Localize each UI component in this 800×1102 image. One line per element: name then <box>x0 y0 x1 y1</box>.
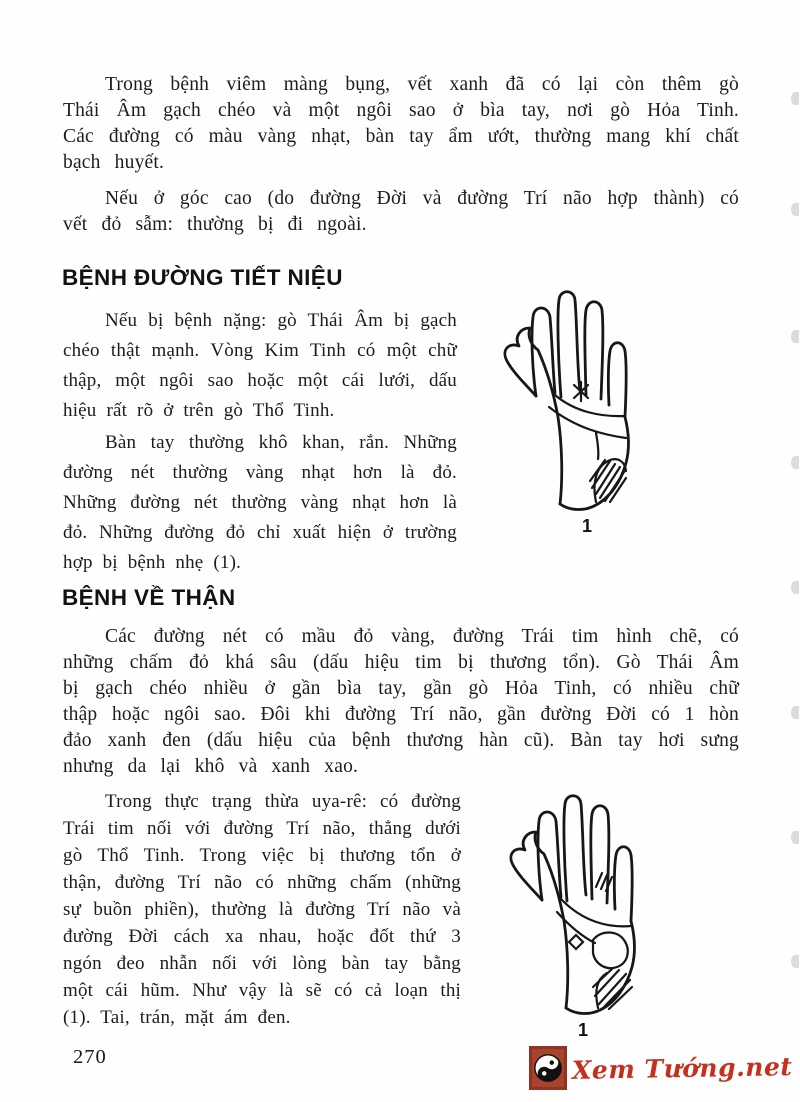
section-heading-urinary: BỆNH ĐƯỜNG TIẾT NIỆU <box>62 265 343 290</box>
page-number: 270 <box>73 1046 107 1068</box>
scan-artifact <box>791 330 799 343</box>
figure-palm-kidney <box>498 790 658 1041</box>
scan-artifact <box>791 706 799 719</box>
urinary-paragraph-1: Nếu bị bệnh nặng: gò Thái Âm bị gạch chéo thật mạnh. Vòng Kim Tinh có một chữ thập, một ngôi sao hoặc một cái lưới, dấu hiệu rất rõ ở trên gò Thổ Tinh. <box>63 310 457 421</box>
kidney-paragraph-2: Trong thực trạng thừa uya-rê: có đường Trái tim nối với đường Trí não, thẳng dưới gò Thổ Tinh. Trong việc bị thương tổn ở thận, đường Trí não có những chấm (những sự buồn phiền), thường là đường Trí não và đường Đời cách xa nhau, hoặc đốt thứ 3 ngón đeo nhẫn nối với lòng bàn tay bằng một cái hũm. Như vậy là sẽ có cả loạn thị (1). Tai, trán, mặt ám đen. <box>63 791 461 1028</box>
intro-paragraph-2: Nếu ở góc cao (do đường Đời và đường Trí não hợp thành) có vết đỏ sẫm: thường bị đi ngoài. <box>63 188 739 235</box>
scan-artifact <box>791 92 799 105</box>
watermark-text: Xem Tướng.net <box>571 1051 793 1085</box>
yin-yang-icon <box>529 1046 567 1090</box>
kidney-paragraph-1: Các đường nét có mầu đỏ vàng, đường Trái tim hình chẽ, có những chấm đỏ khá sâu (dấu hiệu tim bị thương tổn). Gò Thái Âm bị gạch chéo nhiều ở gần bìa tay, gần gò Hỏa Tinh, có nhiều chữ thập hoặc ngôi sao. Đôi khi đường Trí não, gần đường Đời có 1 hòn đảo xanh đen (dấu hiệu của bệnh thương hàn cũ). Bàn tay hơi sưng nhưng da lại khô và xanh xao. <box>63 626 739 777</box>
figure-palm-urinary <box>492 286 652 537</box>
section-heading-kidney: BỆNH VỀ THẬN <box>62 585 236 610</box>
urinary-paragraph-2: Bàn tay thường khô khan, rắn. Những đường nét thường vàng nhạt hơn là đỏ. Những đường nét thường vàng nhạt hơn là đỏ. Những đường đỏ chỉ xuất hiện ở trường hợp bị bệnh nhẹ (1). <box>63 432 457 573</box>
scan-artifact <box>791 581 799 594</box>
watermark <box>529 1046 792 1090</box>
palm-star-hatching-illustration <box>492 286 642 514</box>
scan-artifact <box>791 456 799 469</box>
scan-artifact <box>791 955 799 968</box>
palm-hollow-hatching-illustration <box>498 790 648 1018</box>
intro-paragraph-1: Trong bệnh viêm màng bụng, vết xanh đã có lại còn thêm gò Thái Âm gạch chéo và một ngôi sao ở bìa tay, nơi gò Hỏa Tinh. Các đường có màu vàng nhạt, bàn tay ẩm ướt, thường mang khí chất bạch huyết. <box>63 74 739 173</box>
figure-label: 1 <box>581 516 592 536</box>
scan-artifact <box>791 203 799 216</box>
figure-label: 1 <box>577 1020 588 1040</box>
scan-artifact <box>791 831 799 844</box>
